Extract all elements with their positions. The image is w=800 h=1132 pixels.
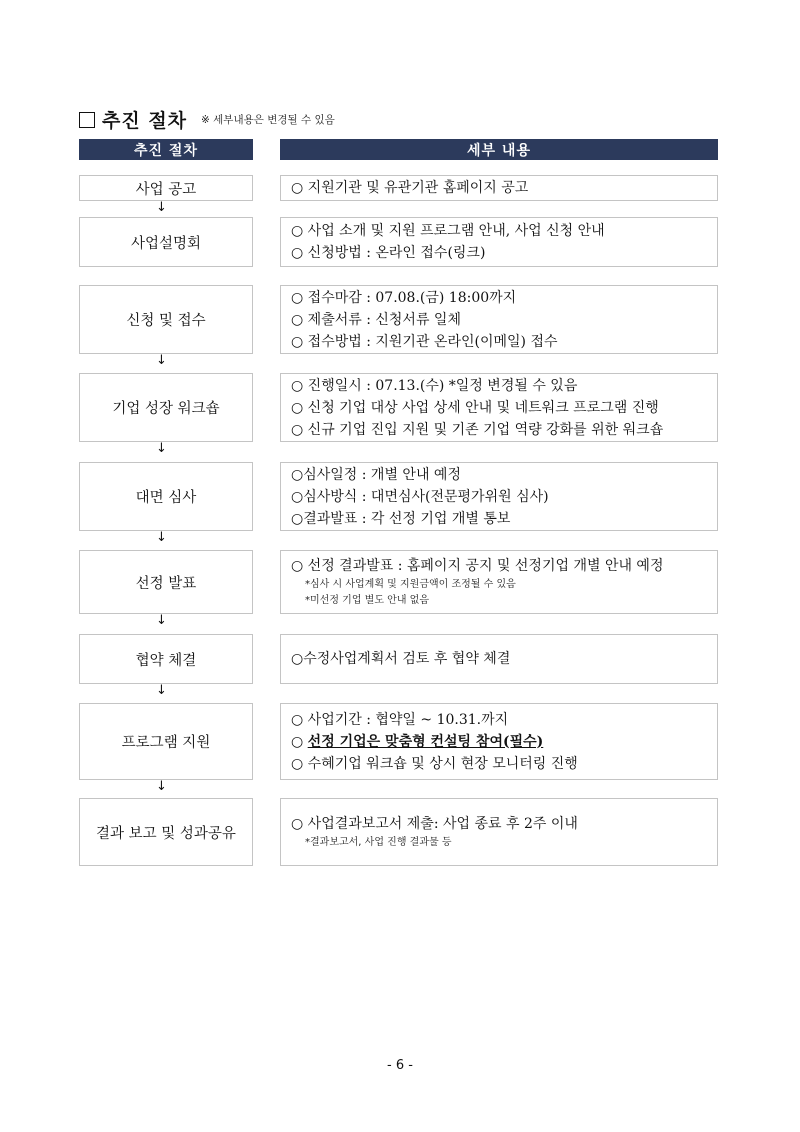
detail-line: ○ 제출서류 : 신청서류 일체 <box>291 311 461 328</box>
section-title <box>79 106 335 133</box>
step-detail <box>280 373 718 442</box>
detail-line: ○ 사업기간 : 협약일 ~ 10.31.까지 <box>291 711 509 728</box>
detail-line: ○ 접수방법 : 지원기관 온라인(이메일) 접수 <box>291 333 558 350</box>
detail-line: ○ 진행일시 : 07.13.(수) *일정 변경될 수 있음 <box>291 377 578 394</box>
down-arrow-icon: ↓ <box>156 613 167 628</box>
step-program-support <box>79 703 718 780</box>
header-details: 세부 내용 <box>280 139 718 160</box>
detail-line <box>291 731 717 753</box>
step-detail <box>280 798 718 866</box>
checkbox-square-icon <box>79 112 95 128</box>
step-name: 신청 및 접수 <box>79 285 253 354</box>
detail-line: ○ 신청 기업 대상 사업 상세 안내 및 네트워크 프로그램 진행 <box>291 399 659 416</box>
down-arrow-icon: ↓ <box>156 530 167 545</box>
detail-line: ○심사방식 : 대면심사(전문평가위원 심사) <box>291 488 549 505</box>
step-name: 사업설명회 <box>79 217 253 267</box>
detail-line: ○ 신규 기업 진입 지원 및 기존 기업 역량 강화를 위한 워크숍 <box>291 421 664 438</box>
detail-note: *미선정 기업 별도 안내 없음 <box>305 595 429 606</box>
step-name: 결과 보고 및 성과공유 <box>79 798 253 866</box>
step-report <box>79 798 718 866</box>
step-name: 기업 성장 워크숍 <box>79 373 253 442</box>
header-procedure: 추진 절차 <box>79 139 253 160</box>
step-detail <box>280 703 718 780</box>
detail-note: *심사 시 사업계획 및 지원금액이 조정될 수 있음 <box>305 579 516 590</box>
section-note: ※ 세부내용은 변경될 수 있음 <box>201 114 335 126</box>
page-number: - 6 - <box>387 1058 413 1073</box>
detail-line: ○ 선정 결과발표 : 홈페이지 공지 및 선정기업 개별 안내 예정 <box>291 558 664 574</box>
detail-note: *결과보고서, 사업 진행 결과물 등 <box>305 837 452 848</box>
bullet-icon: ○ <box>291 733 308 750</box>
detail-emphasis: 선정 기업은 맞춤형 컨설팅 참여(필수) <box>307 733 544 750</box>
step-interview <box>79 462 718 531</box>
step-name: 선정 발표 <box>79 550 253 614</box>
down-arrow-icon: ↓ <box>156 200 167 215</box>
step-detail <box>280 217 718 267</box>
step-application <box>79 285 718 354</box>
step-detail <box>280 462 718 531</box>
detail-line: ○ 사업 소개 및 지원 프로그램 안내, 사업 신청 안내 <box>291 223 605 239</box>
section-heading: 추진 절차 <box>102 110 188 132</box>
detail-line: ○ 신청방법 : 온라인 접수(링크) <box>291 245 486 261</box>
step-detail <box>280 175 718 201</box>
down-arrow-icon: ↓ <box>156 441 167 456</box>
step-detail <box>280 550 718 614</box>
down-arrow-icon: ↓ <box>156 683 167 698</box>
down-arrow-icon: ↓ <box>156 779 167 794</box>
detail-line: ○수정사업계획서 검토 후 협약 체결 <box>291 651 511 667</box>
step-name: 사업 공고 <box>79 175 253 201</box>
step-briefing <box>79 217 718 267</box>
step-detail <box>280 285 718 354</box>
step-agreement <box>79 634 718 684</box>
detail-line: ○ 사업결과보고서 제출: 사업 종료 후 2주 이내 <box>291 816 578 832</box>
down-arrow-icon: ↓ <box>156 353 167 368</box>
detail-line: ○결과발표 : 각 선정 기업 개별 통보 <box>291 510 511 527</box>
step-name: 협약 체결 <box>79 634 253 684</box>
step-detail <box>280 634 718 684</box>
step-workshop <box>79 373 718 442</box>
step-name: 프로그램 지원 <box>79 703 253 780</box>
step-selection <box>79 550 718 614</box>
detail-line: ○ 수혜기업 워크숍 및 상시 현장 모니터링 진행 <box>291 755 578 772</box>
detail-line: ○ 지원기관 및 유관기관 홈페이지 공고 <box>291 180 529 196</box>
detail-line: ○심사일정 : 개별 안내 예정 <box>291 466 461 483</box>
step-announcement <box>79 175 718 201</box>
detail-line: ○ 접수마감 : 07.08.(금) 18:00까지 <box>291 289 517 306</box>
step-name: 대면 심사 <box>79 462 253 531</box>
